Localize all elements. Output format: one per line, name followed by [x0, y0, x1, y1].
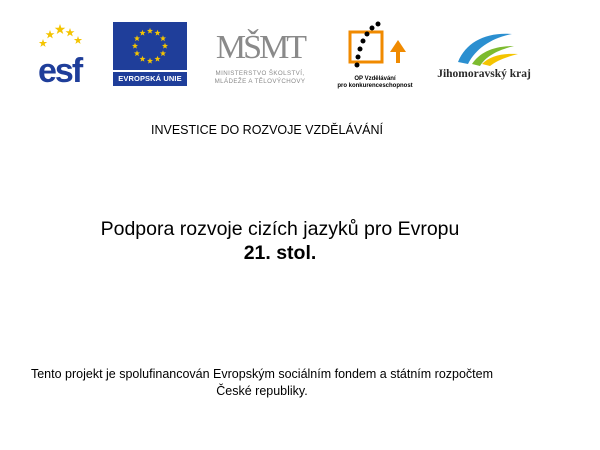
msmt-line-2: MLÁDEŽE A TĚLOVÝCHOVY	[214, 78, 306, 85]
eu-star-icon	[139, 56, 145, 62]
heading: INVESTICE DO ROZVOJE VZDĚLÁVÁNÍ	[151, 123, 383, 137]
jmk-label: Jihomoravský kraj	[437, 68, 531, 80]
eu-star-icon	[147, 58, 153, 64]
footer-line-1: Tento projekt je spolufinancován Evropským sociálním fondem a státním rozpočtem	[30, 367, 494, 381]
op-logo	[330, 18, 420, 92]
eu-star-icon	[154, 30, 160, 36]
footer-text	[0, 366, 522, 400]
eu-star-icon	[147, 28, 153, 34]
esf-text: esf	[38, 52, 82, 86]
op-line-2: pro konkurenceschopnost	[337, 83, 413, 89]
jmk-swoosh-icon	[428, 26, 540, 68]
eu-logo	[113, 22, 187, 86]
esf-logo	[38, 22, 112, 86]
eu-star-icon	[132, 43, 138, 49]
jmk-logo	[428, 26, 540, 84]
eu-star-icon	[139, 30, 145, 36]
eu-label: EVROPSKÁ UNIE	[113, 72, 187, 86]
eu-star-icon	[162, 43, 168, 49]
logo-bar	[0, 0, 600, 100]
eu-flag	[113, 22, 187, 70]
op-logo-icon	[330, 18, 420, 74]
msmt-mark-icon	[203, 20, 317, 64]
eu-stars-icon	[113, 22, 187, 70]
eu-star-icon	[134, 50, 140, 56]
esf-logo-icon	[38, 22, 112, 86]
eu-star-icon	[160, 35, 166, 41]
title-line-2: 21. stol.	[243, 242, 317, 264]
msmt-line-1: MINISTERSTVO ŠKOLSTVÍ,	[215, 70, 305, 77]
footer-line-2: České republiky.	[216, 384, 308, 398]
op-line-1: OP Vzdělávání	[354, 76, 396, 82]
msmt-mark-text: MŠMT	[215, 29, 305, 64]
eu-star-icon	[160, 50, 166, 56]
eu-star-icon	[134, 35, 140, 41]
page-title	[30, 217, 530, 265]
title-line-1: Podpora rozvoje cizích jazyků pro Evropu	[100, 218, 460, 240]
eu-star-icon	[154, 56, 160, 62]
msmt-logo	[203, 20, 317, 90]
